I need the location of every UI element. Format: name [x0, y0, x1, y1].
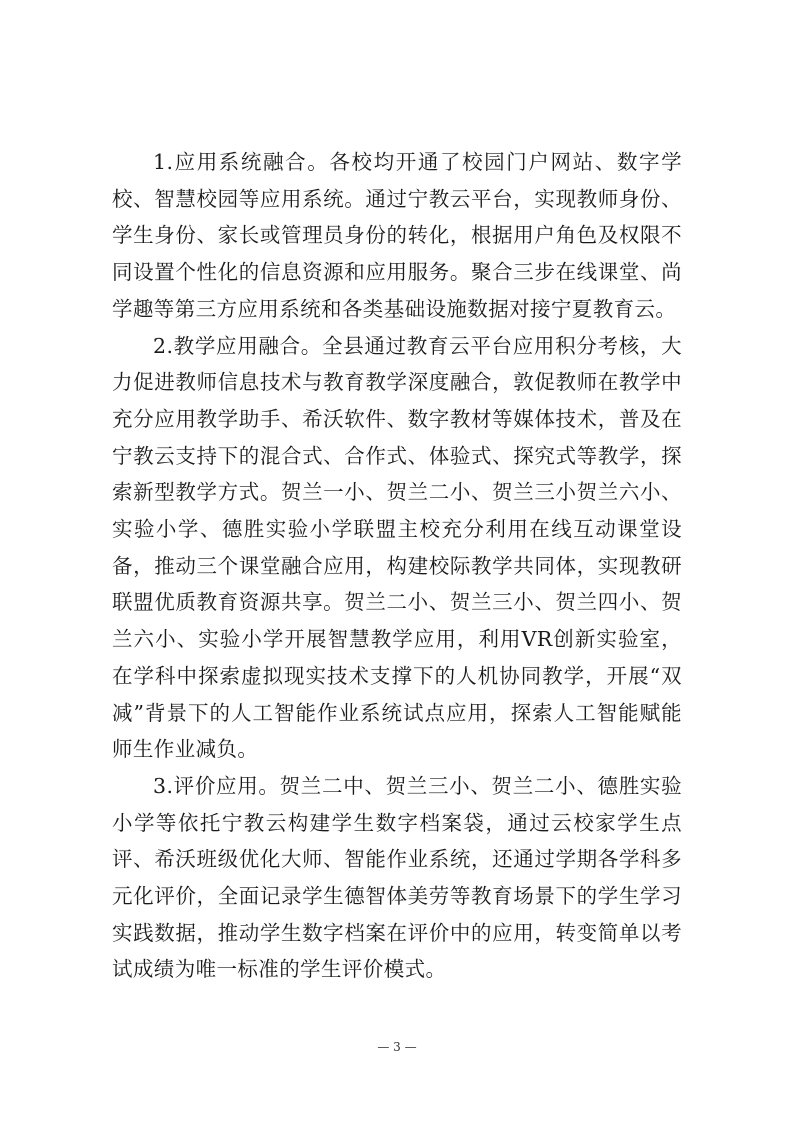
paragraph-application-system-integration: 1.应用系统融合。各校均开通了校园门户网站、数字学校、智慧校园等应用系统。通过宁教云平台，实现教师身份、学生身份、家长或管理员身份的转化，根据用户角色及权限不同设置个性化的信息资源和应用服务。聚合三步在线课堂、尚学趣等第三方应用系统和各类基础设施数据对接宁夏教育云。 — [112, 150, 682, 321]
paragraph-evaluation-application: 3.评价应用。贺兰二中、贺兰三小、贺兰二小、德胜实验小学等依托宁教云构建学生数字档案袋，通过云校家学生点评、希沃班级优化大师、智能作业系统，还通过学期各学科多元化评价，全面记录学生德智体美劳等教育场景下的学生学习实践数据，推动学生数字档案在评价中的应用，转变简单以考试成绩为唯一标准的学生评价模式。 — [112, 773, 682, 982]
page-number: — 3 — — [377, 1040, 417, 1054]
paragraph-teaching-application-integration: 2.教学应用融合。全县通过教育云平台应用积分考核，大力促进教师信息技术与教育教学深度融合，敦促教师在教学中充分应用教学助手、希沃软件、数字教材等媒体技术，普及在宁教云支持下的混合式、合作式、体验式、探究式等教学，探索新型教学方式。贺兰一小、贺兰二小、贺兰三小贺兰六小、实验小学、德胜实验小学联盟主校充分利用在线互动课堂设备，推动三个课堂融合应用，构建校际教学共同体，实现教研联盟优质教育资源共享。贺兰二小、贺兰三小、贺兰四小、贺兰六小、实验小学开展智慧教学应用，利用VR创新实验室，在学科中探索虚拟现实技术支撑下的人机协同教学，开展“双减”背景下的人工智能作业系统试点应用，探索人工智能赋能师生作业减负。 — [112, 333, 682, 762]
document-body — [112, 144, 682, 988]
